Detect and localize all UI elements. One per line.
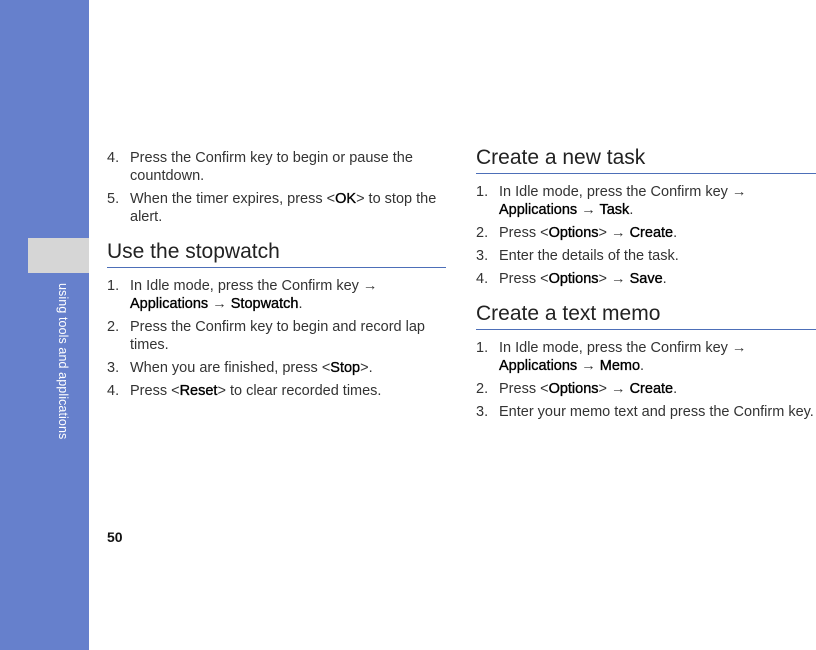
step-number: 2. xyxy=(476,225,489,241)
step-text: . xyxy=(629,202,634,218)
list-item xyxy=(476,270,816,288)
step-text: > → xyxy=(598,381,630,397)
step-text: . xyxy=(673,225,678,241)
step-number: 5. xyxy=(107,191,120,207)
step-text: In Idle mode, press the Confirm key → xyxy=(130,278,378,294)
keyword: Applications xyxy=(499,202,578,218)
keyword: Task xyxy=(599,202,630,218)
list-item xyxy=(476,247,816,265)
list-item xyxy=(107,382,446,400)
step-text: In Idle mode, press the Confirm key → xyxy=(499,340,747,356)
step-number: 1. xyxy=(107,278,120,294)
timer-steps-section xyxy=(107,149,446,226)
list-item xyxy=(476,380,816,398)
keyword: Applications xyxy=(130,296,209,312)
step-text: → xyxy=(208,296,231,312)
step-number: 4. xyxy=(107,150,120,166)
list-item xyxy=(476,403,816,421)
stopwatch-steps-list xyxy=(107,277,446,400)
step-text: . xyxy=(640,358,645,374)
step-number: 3. xyxy=(107,360,120,376)
step-number: 3. xyxy=(476,248,489,264)
step-text: >. xyxy=(360,360,373,376)
keyword: Stopwatch xyxy=(230,296,299,312)
page-number: 50 xyxy=(107,529,123,545)
section-title: Use the stopwatch xyxy=(107,240,446,268)
list-item xyxy=(476,183,816,219)
memo-section xyxy=(476,302,816,421)
list-item xyxy=(107,190,446,226)
step-text: Press < xyxy=(499,225,549,241)
list-item xyxy=(107,277,446,313)
step-text: Enter the details of the task. xyxy=(499,248,679,264)
keyword: Create xyxy=(629,381,674,397)
sidebar xyxy=(0,0,89,650)
keyword: Create xyxy=(629,225,674,241)
step-text: Press the Confirm key to begin or pause the countdown. xyxy=(130,150,413,184)
section-title: Create a new task xyxy=(476,146,816,174)
list-item xyxy=(107,318,446,354)
step-text: Press < xyxy=(130,383,180,399)
keyword: Reset xyxy=(179,383,218,399)
step-text: Press the Confirm key to begin and record lap times. xyxy=(130,319,425,353)
step-number: 2. xyxy=(476,381,489,397)
section-title: Create a text memo xyxy=(476,302,816,330)
step-number: 4. xyxy=(476,271,489,287)
step-text: When the timer expires, press < xyxy=(130,191,336,207)
list-item xyxy=(476,224,816,242)
list-item xyxy=(476,339,816,375)
timer-steps-list xyxy=(107,149,446,226)
keyword: Options xyxy=(548,381,599,397)
step-text: → xyxy=(577,358,600,374)
keyword: Options xyxy=(548,225,599,241)
keyword: Save xyxy=(629,271,663,287)
sidebar-tab xyxy=(28,238,89,273)
step-text: . xyxy=(673,381,678,397)
step-text: > to clear recorded times. xyxy=(217,383,382,399)
right-column xyxy=(476,146,816,435)
step-text: . xyxy=(298,296,303,312)
keyword: Stop xyxy=(330,360,361,376)
step-text: Press < xyxy=(499,381,549,397)
keyword: Options xyxy=(548,271,599,287)
keyword: OK xyxy=(335,191,357,207)
step-text: Enter your memo text and press the Confirm key. xyxy=(499,404,814,420)
step-text: → xyxy=(577,202,600,218)
list-item xyxy=(107,359,446,377)
step-number: 1. xyxy=(476,340,489,356)
step-text: When you are finished, press < xyxy=(130,360,331,376)
keyword: Memo xyxy=(599,358,641,374)
step-number: 2. xyxy=(107,319,120,335)
keyword: Applications xyxy=(499,358,578,374)
sidebar-label: using tools and applications xyxy=(56,283,70,440)
left-column xyxy=(107,149,446,414)
step-text: Press < xyxy=(499,271,549,287)
step-text: > → xyxy=(598,271,630,287)
step-text: > to stop the alert. xyxy=(130,191,437,225)
step-number: 3. xyxy=(476,404,489,420)
step-text: In Idle mode, press the Confirm key → xyxy=(499,184,747,200)
list-item xyxy=(107,149,446,185)
task-steps-list xyxy=(476,183,816,288)
memo-steps-list xyxy=(476,339,816,421)
step-text: > → xyxy=(598,225,630,241)
step-number: 4. xyxy=(107,383,120,399)
stopwatch-section xyxy=(107,240,446,400)
step-text: . xyxy=(662,271,667,287)
task-section xyxy=(476,146,816,288)
step-number: 1. xyxy=(476,184,489,200)
